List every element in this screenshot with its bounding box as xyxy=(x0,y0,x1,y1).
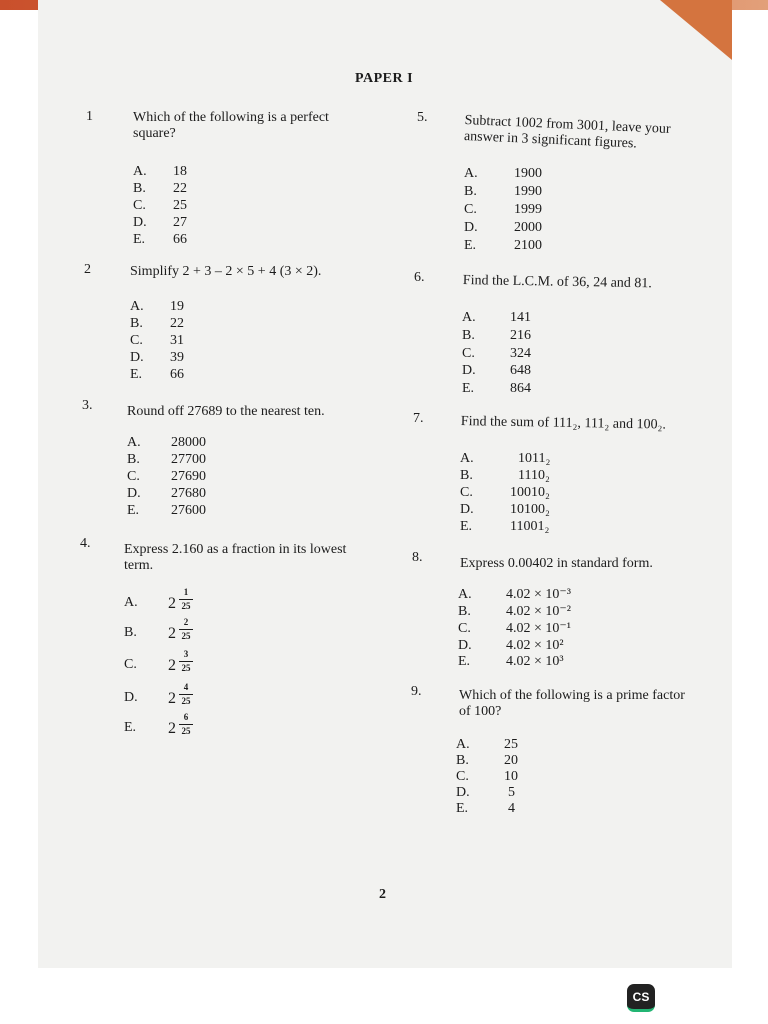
answer-option[interactable]: B. 27700 xyxy=(127,452,206,467)
answer-option[interactable]: D. 10100₂ xyxy=(460,502,550,517)
answer-option[interactable]: D. 39 xyxy=(130,350,184,365)
question-number: 2 xyxy=(84,262,91,277)
answer-option[interactable]: D. 27680 xyxy=(127,486,206,501)
answer-option[interactable]: C. 2 3 25 xyxy=(124,647,244,687)
answer-option[interactable]: C. 10 xyxy=(456,769,518,784)
answer-option[interactable]: E. 864 xyxy=(462,381,531,396)
question-stem: Express 0.00402 in standard form. xyxy=(460,556,653,571)
answer-option[interactable]: A. 25 xyxy=(456,737,518,752)
answer-option[interactable]: B. 22 xyxy=(130,316,184,331)
answer-option[interactable]: C. 324 xyxy=(462,346,531,361)
answer-option[interactable]: A. 2 1 25 xyxy=(124,585,244,625)
answer-option[interactable]: B. 20 xyxy=(456,753,518,768)
question-stem: Express 2.160 as a fraction in its lowest term. xyxy=(124,542,347,573)
answer-option[interactable]: E. 66 xyxy=(133,232,187,247)
question-stem: Simplify 2 + 3 – 2 × 5 + 4 (3 × 2). xyxy=(130,264,322,279)
answer-option[interactable]: B. 1990 xyxy=(464,184,542,199)
fraction-bar xyxy=(179,694,193,695)
question-number: 8. xyxy=(412,550,423,565)
answer-option[interactable]: A. 19 xyxy=(130,299,184,314)
answer-option[interactable]: C. 27690 xyxy=(127,469,206,484)
answer-option[interactable]: B. 1110₂ xyxy=(460,468,550,483)
question-number: 1 xyxy=(86,109,93,124)
question-number: 4. xyxy=(80,536,91,551)
answer-option[interactable]: D. 2 4 25 xyxy=(124,680,244,720)
answer-option[interactable]: D. 4.02 × 10² xyxy=(458,638,564,653)
question-stem: Find the L.C.M. of 36, 24 and 81. xyxy=(462,273,652,292)
fraction-bar xyxy=(179,661,193,662)
question-stem: Which of the following is a perfect square? xyxy=(133,110,329,141)
question-number: 3. xyxy=(82,398,93,413)
answer-option[interactable]: D. 27 xyxy=(133,215,187,230)
mixed-fraction: 2 4 25 xyxy=(168,680,208,720)
answer-option[interactable]: E. 11001₂ xyxy=(460,519,550,534)
paper-title: PAPER I xyxy=(355,71,414,86)
question-stem: Which of the following is a prime factor of 100? xyxy=(459,688,685,719)
question-number: 6. xyxy=(414,270,425,285)
answer-option[interactable]: B. 216 xyxy=(462,328,531,343)
question-stem: Find the sum of 111₂, 111₂ and 100₂. xyxy=(460,414,667,433)
answer-option[interactable]: E. 27600 xyxy=(127,503,206,518)
mixed-fraction: 2 2 25 xyxy=(168,615,208,655)
page-number: 2 xyxy=(379,887,386,902)
answer-option[interactable]: E. 4.02 × 10³ xyxy=(458,654,564,669)
answer-option[interactable]: D. 648 xyxy=(462,363,531,378)
mixed-fraction: 2 3 25 xyxy=(168,647,208,687)
fraction-bar xyxy=(179,724,193,725)
camscanner-logo: CS xyxy=(627,984,655,1012)
answer-option[interactable]: D. 5 xyxy=(456,785,515,800)
answer-option[interactable]: C. 31 xyxy=(130,333,184,348)
fraction-bar xyxy=(179,599,193,600)
question-number: 7. xyxy=(413,411,424,426)
answer-option[interactable]: B. 4.02 × 10⁻² xyxy=(458,604,571,619)
question-number: 5. xyxy=(417,110,428,125)
answer-option[interactable]: A. 1900 xyxy=(464,166,542,181)
answer-option[interactable]: A. 1011₂ xyxy=(460,451,551,466)
answer-option[interactable]: C. 25 xyxy=(133,198,187,213)
mixed-fraction: 2 1 25 xyxy=(168,585,208,625)
question-stem: Round off 27689 to the nearest ten. xyxy=(127,404,325,419)
answer-option[interactable]: C. 4.02 × 10⁻¹ xyxy=(458,621,571,636)
answer-option[interactable]: E. 4 xyxy=(456,801,515,816)
answer-option[interactable]: C. 10010₂ xyxy=(460,485,550,500)
mixed-fraction: 2 6 25 xyxy=(168,710,208,750)
answer-option[interactable]: A. 4.02 × 10⁻³ xyxy=(458,587,571,602)
answer-option[interactable]: C. 1999 xyxy=(464,202,542,217)
answer-option[interactable]: B. 2 2 25 xyxy=(124,615,244,655)
answer-option[interactable]: D. 2000 xyxy=(464,220,542,235)
answer-option[interactable]: E. 66 xyxy=(130,367,184,382)
fraction-bar xyxy=(179,629,193,630)
question-number: 9. xyxy=(411,684,422,699)
answer-option[interactable]: E. 2100 xyxy=(464,238,542,253)
answer-option[interactable]: B. 22 xyxy=(133,181,187,196)
answer-option[interactable]: A. 141 xyxy=(462,310,531,325)
answer-option[interactable]: A. 28000 xyxy=(127,435,206,450)
question-stem: Subtract 1002 from 3001, leave your answer in 3 significant figures. xyxy=(463,113,671,152)
answer-option[interactable]: A. 18 xyxy=(133,164,187,179)
answer-option[interactable]: E. 2 6 25 xyxy=(124,710,244,750)
